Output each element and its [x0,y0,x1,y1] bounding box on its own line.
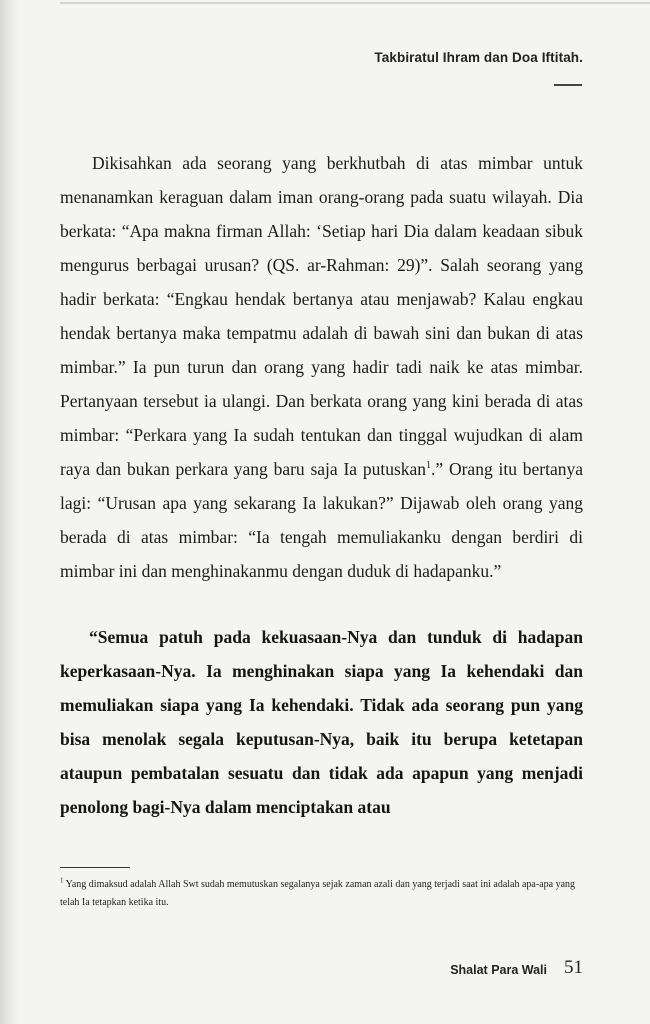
paragraph-text-continued: .” Orang itu bertanya lagi: “Urusan apa yang sekarang Ia lakukan?” Dijawab oleh orang yang berada di atas mimbar: “Ia tengah memuliakanku dengan berdiri di mimbar ini dan menghinakanmu dengan duduk di hadapanku.” [60,459,583,581]
footnote-text: Yang dimaksud adalah Allah Swt sudah memutuskan segalanya sejak zaman azali dan yang terjadi saat ini adalah apa-apa yang telah Ia tetapkan ketika itu. [60,879,576,908]
footnote-separator [60,867,130,868]
footnote [60,876,590,912]
footer-book-title: Shalat Para Wali [450,963,547,977]
top-edge-line [60,2,650,4]
page-number: 51 [564,957,583,978]
running-header-title: Takbiratul Ihram dan Doa Iftitah. [374,50,583,65]
footnote-reference[interactable]: 1 [426,460,432,472]
paragraph-text: Dikisahkan ada seorang yang berkhutbah di atas mimbar untuk menanamkan keraguan dalam iman orang-orang pada suatu wilayah. Dia berkata: “Apa makna firman Allah: ‘Setiap hari Dia dalam keadaan sibuk mengurus berbagai urusan? (QS. ar-Rahman: 29)”. Salah seorang yang hadir berkata: “Engkau hendak bertanya atau menjawab? Kalau engkau hendak bertanya maka tempatmu adalah di bawah sini dan bukan di atas mimbar.” Ia pun turun dan orang yang hadir tadi naik ke atas mimbar. Pertanyaan tersebut ia ulangi. Dan berkata orang yang kini berada di atas mimbar: “Perkara yang Ia sudah tentukan dan tinggal wujudkan di alam raya dan bukan perkara yang baru saja Ia putuskan [60,153,583,479]
body-paragraph-2-bold-quote: “Semua patuh pada kekuasaan-Nya dan tunduk di hadapan keperkasaan-Nya. Ia menghinakan siapa yang Ia kehendaki dan memuliakan siapa yang Ia kehendaki. Tidak ada seorang pun yang bisa menolak segala keputusan-Nya, baik itu berupa ketetapan ataupun pembatalan sesuatu dan tidak ada apapun yang menjadi penolong bagi-Nya dalam menciptakan atau [60,627,583,817]
header-ornament-dash [554,84,582,86]
page-edge-shadow [0,0,18,1024]
body-paragraph-1 [60,146,583,588]
footnote-marker: 1 [60,876,64,885]
